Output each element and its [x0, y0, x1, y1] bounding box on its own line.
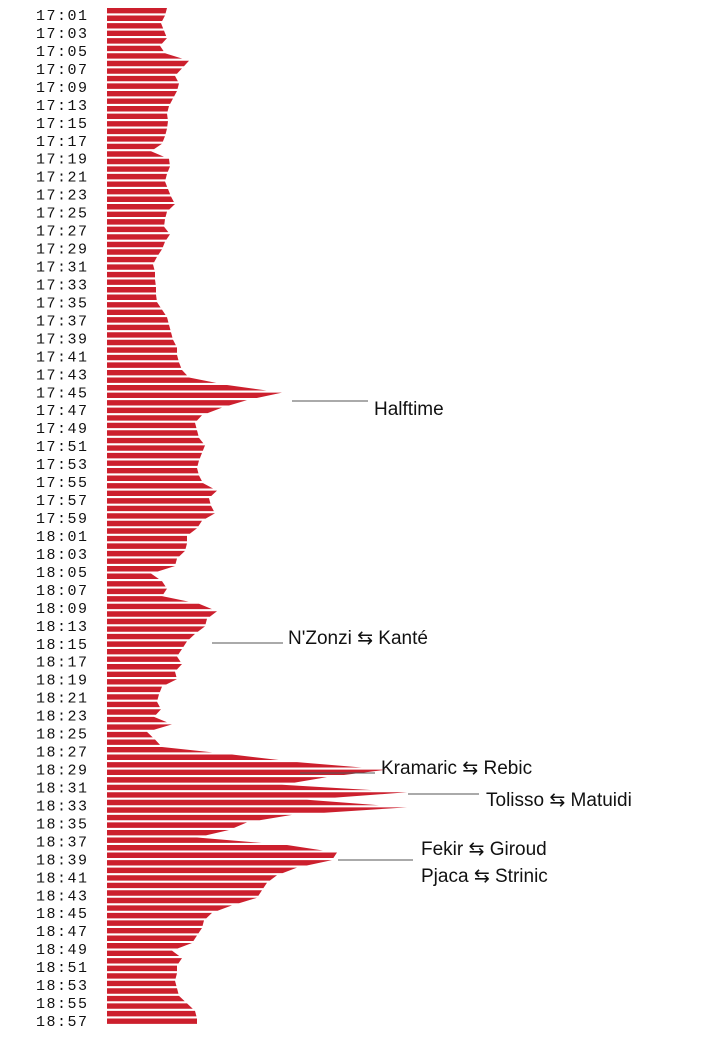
bar-124 — [107, 943, 192, 948]
bar-116 — [107, 883, 267, 888]
tick-label: 17:45 — [36, 385, 89, 403]
bar-83 — [107, 634, 195, 639]
bar-29 — [107, 227, 168, 232]
tick-label: 18:09 — [36, 600, 89, 618]
bar-90 — [107, 687, 162, 692]
bar-46 — [107, 355, 178, 360]
bar-57 — [107, 438, 203, 443]
tick-label: 18:47 — [36, 924, 89, 942]
bar-55 — [107, 423, 196, 428]
bar-59 — [107, 453, 202, 458]
bar-45 — [107, 347, 177, 352]
bar-38 — [107, 295, 157, 300]
tick-label: 17:09 — [36, 79, 89, 97]
tick-label: 17:15 — [36, 115, 89, 133]
tick-label: 17:25 — [36, 205, 89, 223]
tick-label: 17:37 — [36, 313, 89, 331]
bar-128 — [107, 973, 177, 978]
tick-label: 18:55 — [36, 996, 89, 1014]
tick-label: 18:31 — [36, 780, 89, 798]
tick-label: 17:27 — [36, 223, 89, 241]
bar-114 — [107, 868, 297, 873]
bar-51 — [107, 393, 282, 398]
bar-85 — [107, 649, 182, 654]
tick-label: 17:31 — [36, 259, 89, 277]
bar-88 — [107, 672, 176, 677]
bar-89 — [107, 679, 177, 684]
annotation-label: Halftime — [374, 399, 444, 420]
bar-71 — [107, 543, 187, 548]
tick-label: 17:03 — [36, 25, 89, 43]
tick-label: 18:19 — [36, 672, 89, 690]
bar-111 — [107, 845, 323, 850]
bar-27 — [107, 212, 167, 217]
bar-43 — [107, 332, 172, 337]
annotation-label: Kramaric ⇆ Rebic — [381, 758, 533, 779]
bar-26 — [107, 204, 175, 209]
bar-74 — [107, 566, 175, 571]
bar-122 — [107, 928, 202, 933]
bar-79 — [107, 604, 212, 609]
bar-77 — [107, 589, 167, 594]
bar-115 — [107, 875, 277, 880]
swap-icon: ⇆ — [357, 628, 374, 649]
bar-35 — [107, 272, 155, 277]
tick-label: 17:21 — [36, 169, 89, 187]
bar-93 — [107, 709, 161, 714]
bar-109 — [107, 830, 229, 835]
tick-label: 17:51 — [36, 439, 89, 457]
bar-16 — [107, 129, 167, 134]
bar-75 — [107, 574, 159, 579]
bar-42 — [107, 325, 170, 330]
bar-6 — [107, 53, 182, 58]
bar-53 — [107, 408, 222, 413]
tick-label: 18:17 — [36, 654, 89, 672]
bar-10 — [107, 83, 179, 88]
tick-label: 17:17 — [36, 133, 89, 151]
tick-label: 17:29 — [36, 241, 89, 259]
bar-123 — [107, 936, 197, 941]
bar-21 — [107, 166, 170, 171]
bar-23 — [107, 181, 167, 186]
bar-73 — [107, 558, 177, 563]
bar-20 — [107, 159, 170, 164]
bar-76 — [107, 581, 166, 586]
tick-label: 18:15 — [36, 636, 89, 654]
bar-12 — [107, 98, 173, 103]
bar-97 — [107, 739, 160, 744]
annotation-label: N'Zonzi ⇆ Kanté — [288, 628, 428, 649]
bar-22 — [107, 174, 167, 179]
tick-label: 18:35 — [36, 816, 89, 834]
bar-134 — [107, 1018, 197, 1023]
tick-label: 18:25 — [36, 726, 89, 744]
bar-121 — [107, 920, 204, 925]
tick-label: 17:53 — [36, 457, 89, 475]
bar-82 — [107, 626, 205, 631]
tick-label: 18:29 — [36, 762, 89, 780]
bar-125 — [107, 951, 179, 956]
bar-14 — [107, 114, 168, 119]
bar-62 — [107, 476, 202, 481]
swap-icon: ⇆ — [549, 790, 566, 811]
bar-32 — [107, 249, 162, 254]
bar-48 — [107, 370, 187, 375]
bar-106 — [107, 807, 407, 812]
bar-30 — [107, 234, 170, 239]
bar-7 — [107, 61, 189, 66]
bar-131 — [107, 996, 185, 1001]
tick-label: 18:21 — [36, 690, 89, 708]
bar-4 — [107, 38, 167, 43]
tick-label: 17:13 — [36, 97, 89, 115]
tick-label: 18:01 — [36, 528, 89, 546]
bar-41 — [107, 317, 168, 322]
bar-78 — [107, 596, 189, 601]
bar-87 — [107, 664, 182, 669]
bar-117 — [107, 890, 262, 895]
bar-58 — [107, 445, 205, 450]
bar-60 — [107, 460, 199, 465]
tick-label: 17:23 — [36, 187, 89, 205]
annotation-label: Fekir ⇆ Giroud — [421, 839, 547, 860]
bar-44 — [107, 340, 176, 345]
bar-84 — [107, 641, 187, 646]
bar-36 — [107, 279, 156, 284]
bar-113 — [107, 860, 332, 865]
bar-63 — [107, 483, 213, 488]
bar-119 — [107, 905, 232, 910]
bar-99 — [107, 755, 279, 760]
bar-28 — [107, 219, 165, 224]
tick-label: 18:33 — [36, 798, 89, 816]
bar-67 — [107, 513, 215, 518]
bar-80 — [107, 611, 217, 616]
tick-label: 17:55 — [36, 475, 89, 493]
bar-81 — [107, 619, 207, 624]
bar-69 — [107, 528, 197, 533]
tick-label: 18:57 — [36, 1014, 89, 1031]
bar-92 — [107, 702, 160, 707]
tick-label: 17:05 — [36, 43, 89, 61]
bar-86 — [107, 657, 181, 662]
bar-56 — [107, 430, 198, 435]
bar-70 — [107, 536, 187, 541]
bar-40 — [107, 310, 166, 315]
bar-33 — [107, 257, 157, 262]
tick-label: 17:59 — [36, 511, 89, 528]
bar-118 — [107, 898, 257, 903]
bar-72 — [107, 551, 185, 556]
bar-95 — [107, 724, 172, 729]
bar-18 — [107, 144, 162, 149]
annotation-label: Pjaca ⇆ Strinic — [421, 866, 548, 887]
tick-label: 17:01 — [36, 8, 89, 25]
bar-37 — [107, 287, 156, 292]
annotation-label: Tolisso ⇆ Matuidi — [486, 790, 632, 811]
swap-icon: ⇆ — [468, 839, 485, 860]
bar-64 — [107, 491, 217, 496]
time-axis — [36, 8, 89, 1031]
tick-label: 18:53 — [36, 978, 89, 996]
bar-9 — [107, 76, 178, 81]
bar-11 — [107, 91, 177, 96]
bar-130 — [107, 988, 178, 993]
tick-label: 18:05 — [36, 564, 89, 582]
bar-133 — [107, 1011, 196, 1016]
tick-label: 17:39 — [36, 331, 89, 349]
bar-65 — [107, 498, 210, 503]
bar-17 — [107, 136, 165, 141]
bar-112 — [107, 853, 337, 858]
tick-label: 17:43 — [36, 367, 89, 385]
tick-label: 17:35 — [36, 295, 89, 313]
bar-100 — [107, 762, 362, 767]
bar-91 — [107, 694, 159, 699]
tick-label: 18:39 — [36, 852, 89, 870]
bar-24 — [107, 189, 170, 194]
tick-label: 18:43 — [36, 888, 89, 906]
bar-68 — [107, 521, 202, 526]
bar-120 — [107, 913, 212, 918]
bar-107 — [107, 815, 292, 820]
tick-label: 17:07 — [36, 61, 89, 79]
bar-104 — [107, 792, 407, 797]
bar-50 — [107, 385, 267, 390]
bar-94 — [107, 717, 167, 722]
bar-series — [107, 8, 407, 1024]
bar-8 — [107, 68, 182, 73]
bar-2 — [107, 23, 163, 28]
bar-132 — [107, 1003, 193, 1008]
swap-icon: ⇆ — [462, 758, 479, 779]
bar-110 — [107, 837, 262, 842]
bar-31 — [107, 242, 165, 247]
bar-105 — [107, 800, 379, 805]
tick-label: 18:51 — [36, 960, 89, 978]
bar-47 — [107, 362, 181, 367]
tick-label: 17:57 — [36, 493, 89, 511]
bar-129 — [107, 981, 176, 986]
bar-19 — [107, 151, 164, 156]
tick-label: 18:37 — [36, 834, 89, 852]
bar-108 — [107, 822, 247, 827]
tick-label: 17:41 — [36, 349, 89, 367]
tick-label: 17:19 — [36, 151, 89, 169]
bar-15 — [107, 121, 168, 126]
tick-label: 17:47 — [36, 403, 89, 421]
tick-label: 18:41 — [36, 870, 89, 888]
tick-label: 18:45 — [36, 906, 89, 924]
bar-39 — [107, 302, 161, 307]
bar-127 — [107, 966, 177, 971]
bar-66 — [107, 506, 214, 511]
swap-icon: ⇆ — [473, 866, 490, 887]
bar-102 — [107, 777, 327, 782]
bar-25 — [107, 197, 174, 202]
tick-label: 18:07 — [36, 582, 89, 600]
tick-label: 18:03 — [36, 546, 89, 564]
bar-96 — [107, 732, 153, 737]
tick-label: 18:23 — [36, 708, 89, 726]
tick-label: 18:49 — [36, 942, 89, 960]
tick-label: 17:49 — [36, 421, 89, 439]
tick-label: 18:13 — [36, 618, 89, 636]
annotations — [212, 399, 632, 887]
bar-52 — [107, 400, 247, 405]
bar-34 — [107, 264, 154, 269]
tick-label: 18:27 — [36, 744, 89, 762]
bar-13 — [107, 106, 169, 111]
bar-1 — [107, 16, 165, 21]
bar-3 — [107, 31, 166, 36]
bar-0 — [107, 8, 167, 13]
bar-103 — [107, 785, 372, 790]
tick-label: 17:33 — [36, 277, 89, 295]
bar-5 — [107, 46, 164, 51]
bar-61 — [107, 468, 198, 473]
bar-49 — [107, 378, 216, 383]
bar-101 — [107, 770, 387, 775]
bar-126 — [107, 958, 182, 963]
bar-98 — [107, 747, 212, 752]
bar-54 — [107, 415, 202, 420]
